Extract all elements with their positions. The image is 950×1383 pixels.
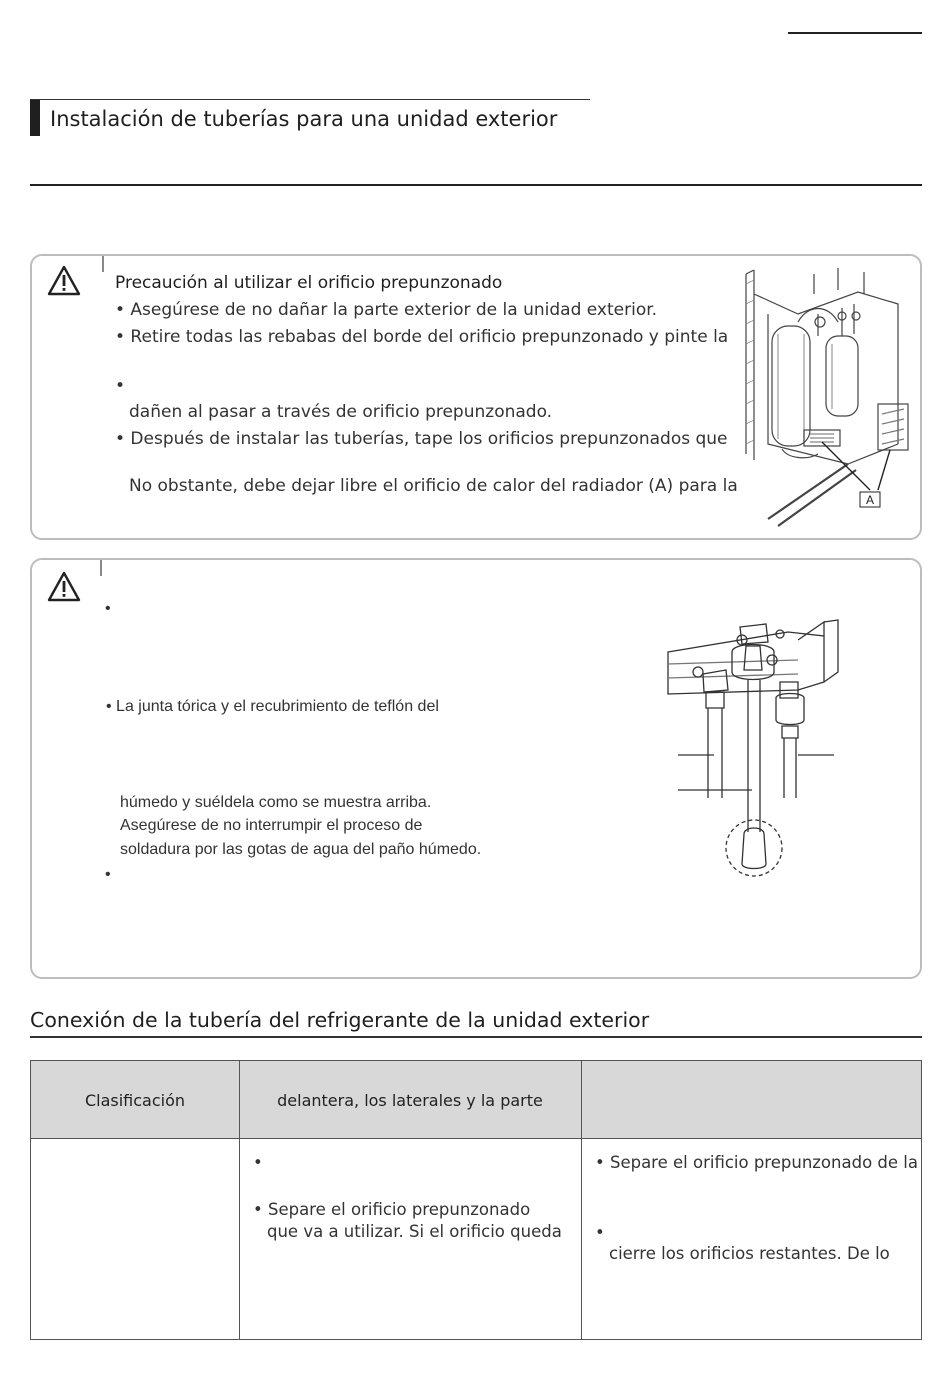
subsection-title: Conexión de la tubería del refrigerante de la unidad exterior xyxy=(30,1008,650,1032)
caution-line: soldadura por las gotas de agua del paño húmedo. xyxy=(120,841,482,858)
service-valve-illustration xyxy=(648,612,848,912)
tick-mark xyxy=(102,256,104,272)
table-cell-line: • xyxy=(253,1153,263,1172)
caution-line: No obstante, debe dejar libre el orificio de calor del radiador (A) para la xyxy=(129,476,738,496)
caution-box-knockout xyxy=(30,254,922,540)
table-cell-line: que va a utilizar. Si el orificio queda xyxy=(267,1222,562,1241)
caution-line: • Retire todas las rebabas del borde del orificio prepunzonado y pinte la xyxy=(115,327,729,347)
caution-line: • Asegúrese de no dañar la parte exterior de la unidad exterior. xyxy=(115,300,658,320)
section-marker xyxy=(30,100,40,136)
caution-line: húmedo y suéldela como se muestra arriba. xyxy=(120,794,432,811)
knockout-table xyxy=(30,1060,922,1340)
table-cell-line: • Separe el orificio prepunzonado xyxy=(253,1200,531,1219)
table-cell-line: • xyxy=(595,1223,605,1242)
caution-bullet: • xyxy=(105,866,111,883)
section-rule xyxy=(30,184,922,186)
warning-triangle-icon xyxy=(46,570,82,604)
table-cell-line: • Separe el orificio prepunzonado de la xyxy=(595,1153,918,1172)
caution-bullet: • xyxy=(115,376,126,396)
caution-line: Asegúrese de no interrumpir el proceso de xyxy=(120,817,423,834)
section-header xyxy=(30,99,590,136)
caution-box-brazing xyxy=(30,558,922,979)
label-a: A xyxy=(865,493,875,507)
table-cell-line: cierre los orificios restantes. De lo xyxy=(609,1244,890,1263)
caution-line: dañen al pasar a través de orificio prepunzonado. xyxy=(129,402,553,422)
caution-line: • Después de instalar las tuberías, tape los orificios prepunzonados que xyxy=(115,429,728,449)
outdoor-unit-illustration xyxy=(738,264,913,534)
caution-heading: Precaución al utilizar el orificio prepunzonado xyxy=(115,273,503,293)
column-divider xyxy=(581,1061,582,1339)
caution-line: • La junta tórica y el recubrimiento de teflón del xyxy=(106,698,439,715)
tick-mark xyxy=(100,560,102,576)
table-header-cell: delantera, los laterales y la parte xyxy=(277,1091,543,1110)
caution-bullet: • xyxy=(105,600,111,617)
table-header-cell: Clasificación xyxy=(84,1091,186,1110)
section-title: Instalación de tuberías para una unidad exterior xyxy=(50,107,558,131)
subsection-rule xyxy=(30,1036,922,1038)
top-rule xyxy=(788,32,922,34)
warning-triangle-icon xyxy=(46,264,82,298)
